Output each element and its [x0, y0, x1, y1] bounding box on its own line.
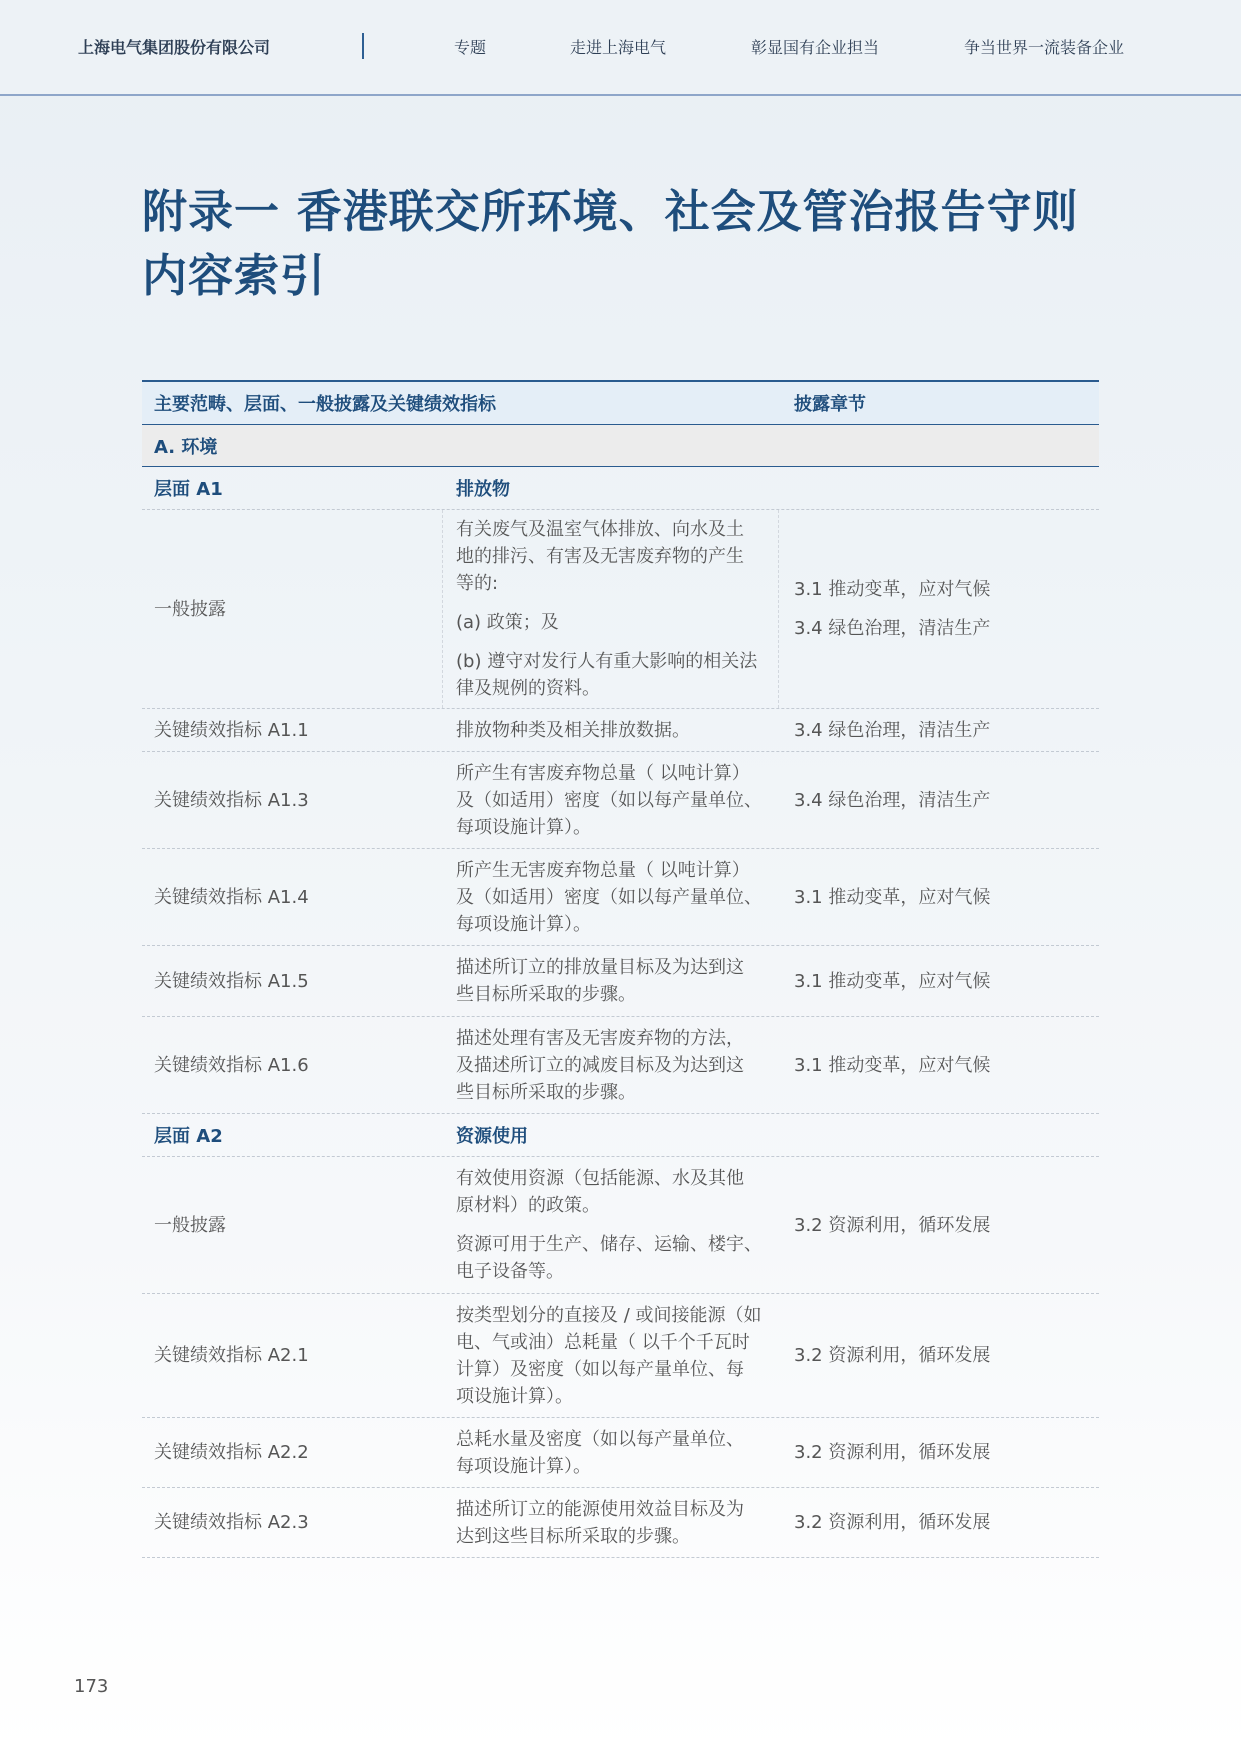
table-row: [142, 709, 1099, 752]
row-description: 描述所订立的排放量目标及为达到这 些目标所采取的步骤。: [456, 957, 744, 1005]
aspect-row-a2: [142, 1114, 1099, 1157]
row-chapter: 3.2 资源利用，循环发展: [794, 1512, 991, 1533]
row-label: 关键绩效指标 A2.3: [154, 1512, 309, 1533]
table-row: [142, 946, 1099, 1017]
header-chapter: 披露章节: [794, 394, 866, 415]
header-divider: [362, 33, 364, 59]
company-name: 上海电气集团股份有限公司: [78, 38, 271, 57]
table-row: [142, 1157, 1099, 1294]
table-row: [142, 1294, 1099, 1418]
table-row: [142, 1017, 1099, 1114]
row-chapter: 3.2 资源利用，循环发展: [794, 1442, 991, 1463]
table-row: [142, 752, 1099, 849]
nav-item-soe-responsibility[interactable]: 彰显国有企业担当: [751, 38, 880, 57]
page-title-line1: 附录一 香港联交所环境、社会及管治报告守则: [142, 185, 1079, 238]
section-row-environment: [142, 425, 1099, 467]
row-description: 按类型划分的直接及 / 或间接能源（如 电、气或油）总耗量（ 以千个千瓦时 计算）及密度（如以每产量单位、每 项设施计算）。: [456, 1304, 762, 1407]
row-description: 有效使用资源（包括能源、水及其他 原材料）的政策。 资源可用于生产、储存、运输、楼宇、 电子设备等。: [456, 1168, 762, 1282]
row-chapter: 3.1 推动变革，应对气候 3.4 绿色治理，清洁生产: [794, 579, 991, 639]
table-row: [142, 510, 1099, 709]
page-title-line2: 内容索引: [142, 249, 327, 302]
row-chapter: 3.1 推动变革，应对气候: [794, 886, 991, 908]
row-chapter: 3.2 资源利用，循环发展: [794, 1214, 991, 1236]
aspect-name: 资源使用: [456, 1126, 528, 1147]
esg-index-table: [142, 380, 1099, 1558]
row-label: 关键绩效指标 A2.1: [154, 1345, 309, 1366]
row-description: 所产生有害废弃物总量（ 以吨计算） 及（如适用）密度（如以每产量单位、 每项设施计算）。: [456, 762, 762, 838]
table-row: [142, 849, 1099, 946]
nav-item-about[interactable]: 走进上海电气: [570, 38, 667, 57]
row-description: 描述所订立的能源使用效益目标及为 达到这些目标所采取的步骤。: [456, 1498, 744, 1547]
row-chapter: 3.1 推动变革，应对气候: [794, 970, 991, 992]
row-label: 关键绩效指标 A1.6: [154, 1054, 309, 1076]
row-description: 所产生无害废弃物总量（ 以吨计算） 及（如适用）密度（如以每产量单位、 每项设施计算）。: [456, 859, 762, 935]
table-row: [142, 1418, 1099, 1488]
row-label: 关键绩效指标 A1.3: [154, 789, 309, 811]
aspect-label: 层面 A1: [154, 479, 223, 500]
aspect-row-a1: [142, 467, 1099, 510]
page-title: [142, 180, 1102, 308]
row-chapter: 3.1 推动变革，应对气候: [794, 1054, 991, 1076]
row-label: 关键绩效指标 A1.1: [154, 719, 309, 741]
row-description: 描述处理有害及无害废弃物的方法， 及描述所订立的减废目标及为达到这 些目标所采取的步骤。: [456, 1027, 744, 1103]
row-chapter: 3.4 绿色治理，清洁生产: [794, 789, 991, 811]
row-label: 一般披露: [154, 1214, 226, 1236]
row-description: 有关废气及温室气体排放、向水及土 地的排污、有害及无害废弃物的产生 等的: (a) 政策；及 (b) 遵守对发行人有重大影响的相关法 律及规例的资料。: [456, 519, 758, 699]
header-scope: 主要范畴、层面、一般披露及关键绩效指标: [154, 394, 496, 415]
nav-item-world-class[interactable]: 争当世界一流装备企业: [964, 38, 1125, 57]
row-label: 关键绩效指标 A2.2: [154, 1442, 309, 1463]
row-label: 关键绩效指标 A1.4: [154, 886, 309, 908]
row-label: 关键绩效指标 A1.5: [154, 970, 309, 992]
row-description: 总耗水量及密度（如以每产量单位、 每项设施计算）。: [456, 1428, 744, 1477]
row-label: 一般披露: [154, 598, 226, 620]
row-description: 排放物种类及相关排放数据。: [456, 719, 690, 741]
section-label: A. 环境: [154, 436, 218, 458]
aspect-name: 排放物: [456, 479, 510, 500]
nav-item-special-topics[interactable]: 专题: [454, 38, 487, 57]
page-number: 173: [74, 1676, 109, 1697]
aspect-label: 层面 A2: [154, 1126, 223, 1147]
row-chapter: 3.4 绿色治理，清洁生产: [794, 719, 991, 741]
page-header: [0, 0, 1241, 96]
table-header-row: [142, 380, 1099, 425]
table-row: [142, 1488, 1099, 1558]
row-chapter: 3.2 资源利用，循环发展: [794, 1345, 991, 1366]
